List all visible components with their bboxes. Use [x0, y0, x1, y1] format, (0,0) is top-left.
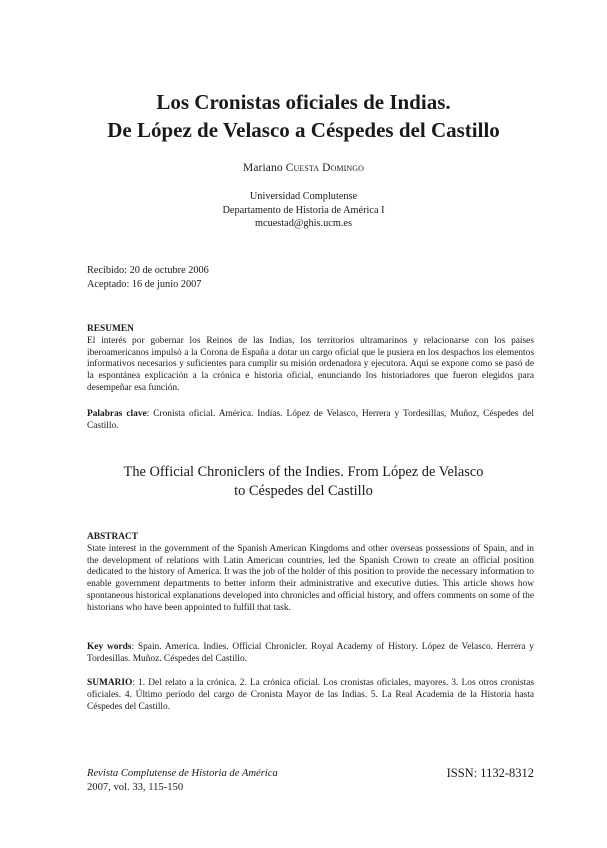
sumario-section — [87, 678, 534, 713]
sumario-label: SUMARIO — [87, 678, 133, 688]
english-title — [60, 463, 547, 501]
article-title-line-1: Los Cronistas oficiales de Indias. — [156, 90, 451, 114]
resumen-section — [87, 324, 534, 395]
issn: ISSN: 1132-8312 — [446, 766, 534, 780]
english-title-line-1: The Official Chroniclers of the Indies. From López de Velasco — [123, 464, 484, 480]
author-name — [60, 162, 547, 174]
resumen-heading: RESUMEN — [87, 324, 134, 334]
author-email: mcuestad@ghis.ucm.es — [255, 218, 352, 229]
sumario-text: : 1. Del relato a la crónica. 2. La crónica oficial. Los cronistas oficiales, mayores. 3. Los otros cronistas oficiales. 4. Último período del cargo de Cronista Mayor de las Indias. 5. La Real Academia de la Historia hasta Céspedes del Castillo. — [87, 678, 534, 712]
accepted-date: Aceptado: 16 de junio 2007 — [87, 278, 202, 290]
author-affiliation — [60, 190, 547, 231]
affiliation-department: Departamento de Historia de América I — [222, 204, 385, 216]
author-given-name: Mariano — [243, 162, 283, 174]
article-title — [60, 88, 547, 144]
resumen-text: El interés por gobernar los Reinos de las Indias, los territorios ultramarinos y relacionarse con los países iberoamericanos impulsó a la Corona de España a dotar un cargo oficial que le pusiera en los despachos los elementos informativos necesarios y suficientes para cumplir su misión ordenadora y ejecutora. Aquí se expone como se pasó de la espontánea explicación a la crónica e historia oficial, enunciando los historiadores que fueron elegidos para desempeñar esa función. — [87, 335, 534, 393]
abstract-text: State interest in the government of the Spanish American Kingdoms and other overseas possessions of Spain, and in the development of relations with Latin American countries, led the Spanish Crown to create an official position dedicated to the history of America. It was the job of the holder of this position to provide the necessary information to enable government departments to better inform their administrative and executive duties. This article shows how spontaneous historical explanations developed into chronicles and official history, and offers comments on some of the historians who have been appointed to fulfill that task. — [87, 543, 534, 613]
journal-name: Revista Complutense de Historia de América — [87, 768, 278, 779]
submission-dates — [87, 264, 209, 292]
palabras-clave-section — [87, 409, 534, 433]
palabras-clave-text: : Cronista oficial. América. Indias. López de Velasco, Herrera y Tordesillas, Muñoz, Céspedes del Castillo. — [87, 409, 534, 431]
english-title-line-2: to Céspedes del Castillo — [234, 483, 373, 499]
affiliation-university: Universidad Complutense — [249, 191, 358, 202]
abstract-section — [87, 532, 534, 615]
journal-volume: 2007, vol. 33, 115-150 — [87, 782, 184, 793]
keywords-section — [87, 642, 534, 666]
author-surname: Cuesta Domingo — [285, 162, 364, 174]
abstract-heading: ABSTRACT — [87, 532, 139, 542]
article-title-line-2: De López de Velasco a Céspedes del Castillo — [107, 118, 500, 142]
palabras-clave-label: Palabras clave — [87, 409, 147, 419]
keywords-label: Key words — [87, 642, 132, 652]
keywords-text: : Spain. America. Indies. Official Chronicler. Royal Academy of History. López de Velasco. Herrera y Tordesillas. Muñoz. Céspedes del Castillo. — [87, 642, 534, 664]
journal-citation — [87, 767, 278, 795]
received-date: Recibido: 20 de octubre 2006 — [87, 265, 209, 276]
